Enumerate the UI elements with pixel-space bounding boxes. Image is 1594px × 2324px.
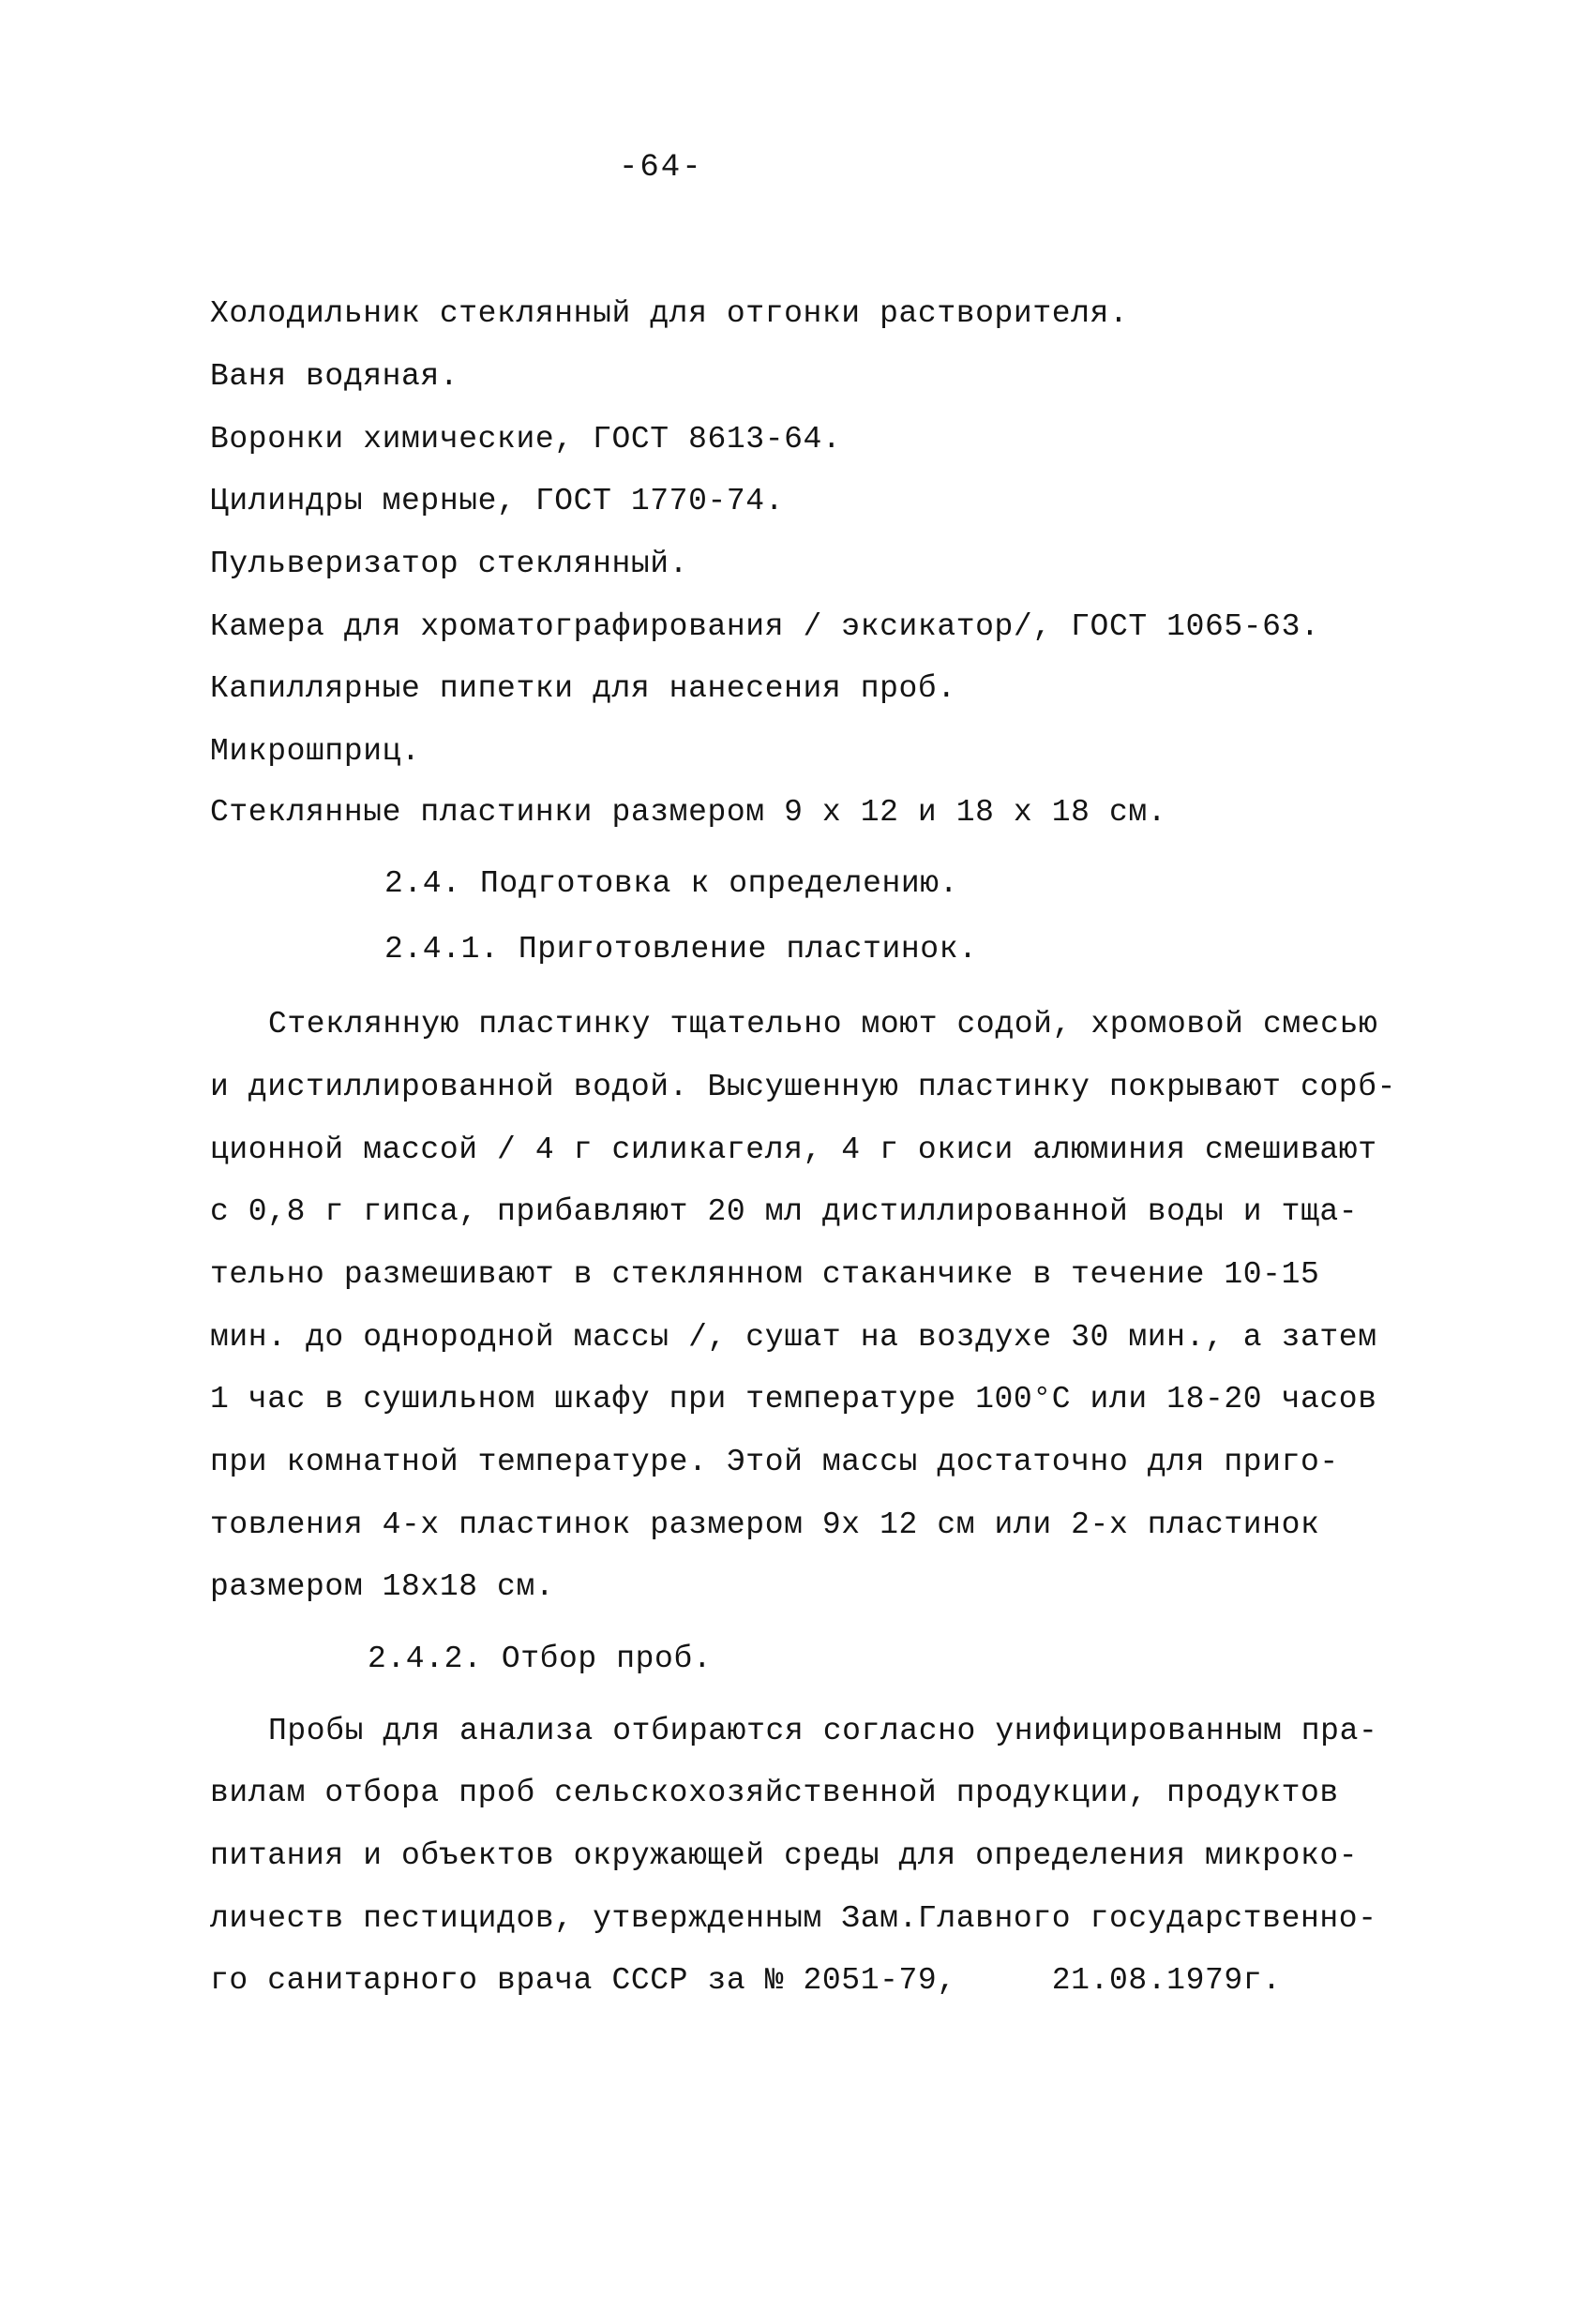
subsection-heading-2-4-2: 2.4.2. Отбор проб. [368, 1642, 713, 1676]
equipment-item: Цилиндры мерные, ГОСТ 1770-74. [210, 484, 785, 518]
equipment-item: Воронки химические, ГОСТ 8613-64. [210, 422, 842, 457]
paragraph-line: личеств пестицидов, утвержденным Зам.Главного государственно- [210, 1901, 1377, 1936]
paragraph-line: Стеклянную пластинку тщательно моют содой, хромовой смесью [268, 1007, 1378, 1042]
paragraph-line: го санитарного врача СССР за № 2051-79, 21.08.1979г. [210, 1963, 1282, 1998]
paragraph-line: вилам отбора проб сельскохозяйственной продукции, продуктов [210, 1776, 1339, 1810]
equipment-item: Пульверизатор стеклянный. [210, 547, 689, 581]
page-number: -64- [619, 150, 703, 186]
paragraph-line: при комнатной температуре. Этой массы достаточно для приго- [210, 1445, 1339, 1479]
paragraph-line: с 0,8 г гипса, прибавляют 20 мл дистиллированной воды и тща- [210, 1194, 1359, 1229]
equipment-item: Холодильник стеклянный для отгонки растворителя. [210, 296, 1129, 331]
equipment-item: Капиллярные пипетки для нанесения проб. [210, 671, 956, 706]
equipment-item: Камера для хроматографирования / эксикатор/, ГОСТ 1065-63. [210, 609, 1320, 644]
equipment-item: Стеклянные пластинки размером 9 х 12 и 18 х 18 см. [210, 795, 1167, 830]
equipment-item: Ваня водяная. [210, 359, 459, 394]
equipment-item: Микрошприц. [210, 734, 421, 769]
paragraph-line: тельно размешивают в стеклянном стаканчике в течение 10-15 [210, 1257, 1320, 1292]
paragraph-line: товления 4-х пластинок размером 9х 12 см или 2-х пластинок [210, 1507, 1320, 1542]
paragraph-line: мин. до однородной массы /, сушат на воздухе 30 мин., а затем [210, 1320, 1377, 1355]
paragraph-line: питания и объектов окружающей среды для определения микроко- [210, 1838, 1359, 1873]
paragraph-line: ционной массой / 4 г силикагеля, 4 г окиси алюминия смешивают [210, 1132, 1377, 1167]
section-heading-2-4: 2.4. Подготовка к определению. [384, 866, 959, 901]
paragraph-line: и дистиллированной водой. Высушенную пластинку покрывают сорб- [210, 1070, 1396, 1104]
paragraph-line: 1 час в сушильном шкафу при температуре 100°С или 18-20 часов [210, 1382, 1377, 1417]
subsection-heading-2-4-1: 2.4.1. Приготовление пластинок. [384, 932, 978, 967]
paragraph-line: размером 18х18 см. [210, 1569, 555, 1604]
paragraph-line: Пробы для анализа отбираются согласно унифицированным пра- [268, 1714, 1378, 1748]
